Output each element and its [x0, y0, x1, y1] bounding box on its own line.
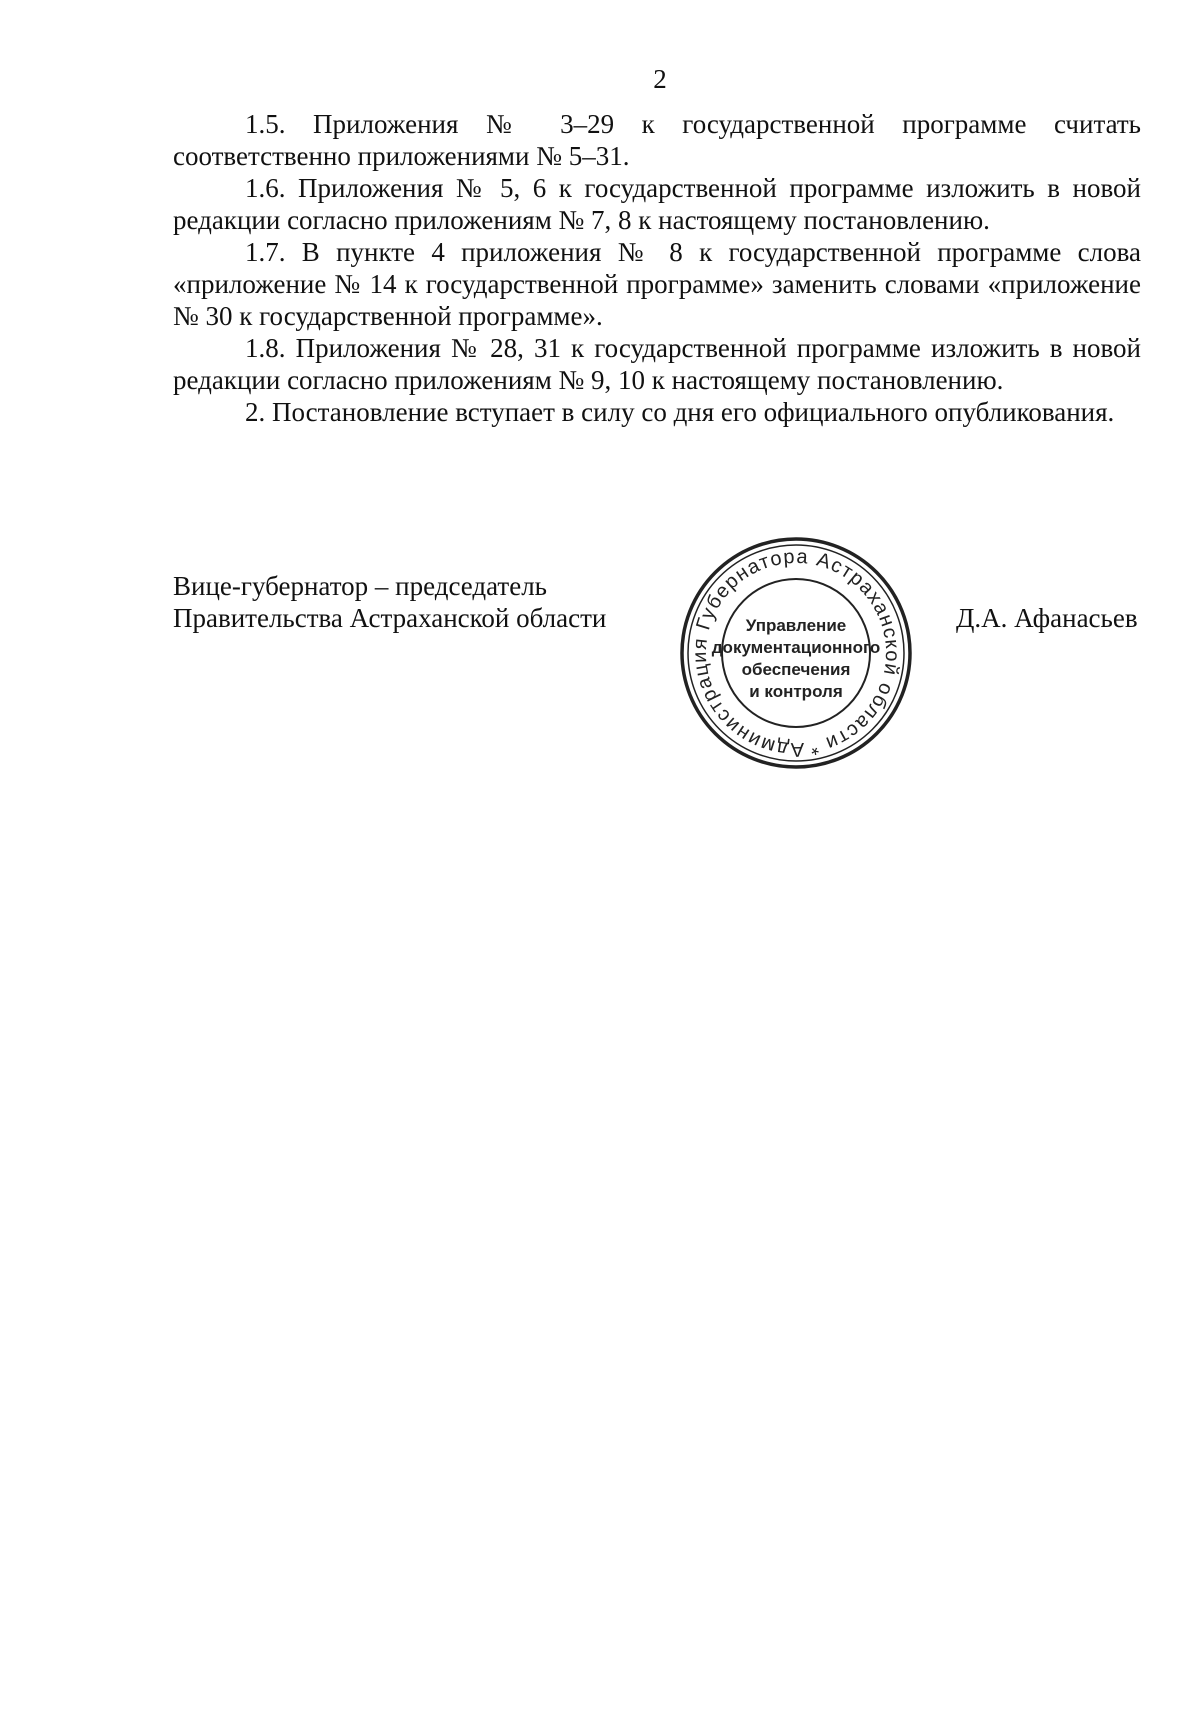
seal-graphic: [678, 535, 914, 771]
signature-position-line-2: Правительства Астраханской области: [173, 603, 607, 633]
signature-position-line-1: Вице-губернатор – председатель: [173, 571, 547, 601]
signature-position: [173, 570, 606, 634]
document-body: [173, 108, 1141, 428]
paragraph-1-6: 1.6. Приложения № 5, 6 к государственной программе изложить в новой редакции согласно приложениям № 7, 8 к настоящему постановлению.: [173, 173, 1141, 235]
page-number: 2: [653, 64, 667, 94]
seal-ring-text: Администрация Губернатора Астраханской области *: [688, 545, 904, 761]
paragraph-1-8: 1.8. Приложения № 28, 31 к государственной программе изложить в новой редакции согласно приложениям № 9, 10 к настоящему постановлению.: [173, 333, 1141, 395]
paragraph-1-7: 1.7. В пункте 4 приложения № 8 к государственной программе слова «приложение № 14 к государственной программе» заменить словами «приложение № 30 к государственной программе».: [173, 237, 1141, 331]
paragraph-1-5: 1.5. Приложения № 3–29 к государственной программе считать соответственно приложениями № 5–31.: [173, 109, 1141, 171]
seal-center-line-2: документационного: [711, 638, 881, 657]
seal-center-line-4: и контроля: [749, 682, 843, 701]
official-seal-stamp: [678, 535, 914, 771]
seal-center-line-3: обеспечения: [741, 660, 851, 679]
signer-name: Д.А. Афанасьев: [956, 603, 1138, 633]
seal-center-line-1: Управление: [745, 616, 847, 635]
paragraph-2: 2. Постановление вступает в силу со дня его официального опубликования.: [245, 397, 1115, 427]
